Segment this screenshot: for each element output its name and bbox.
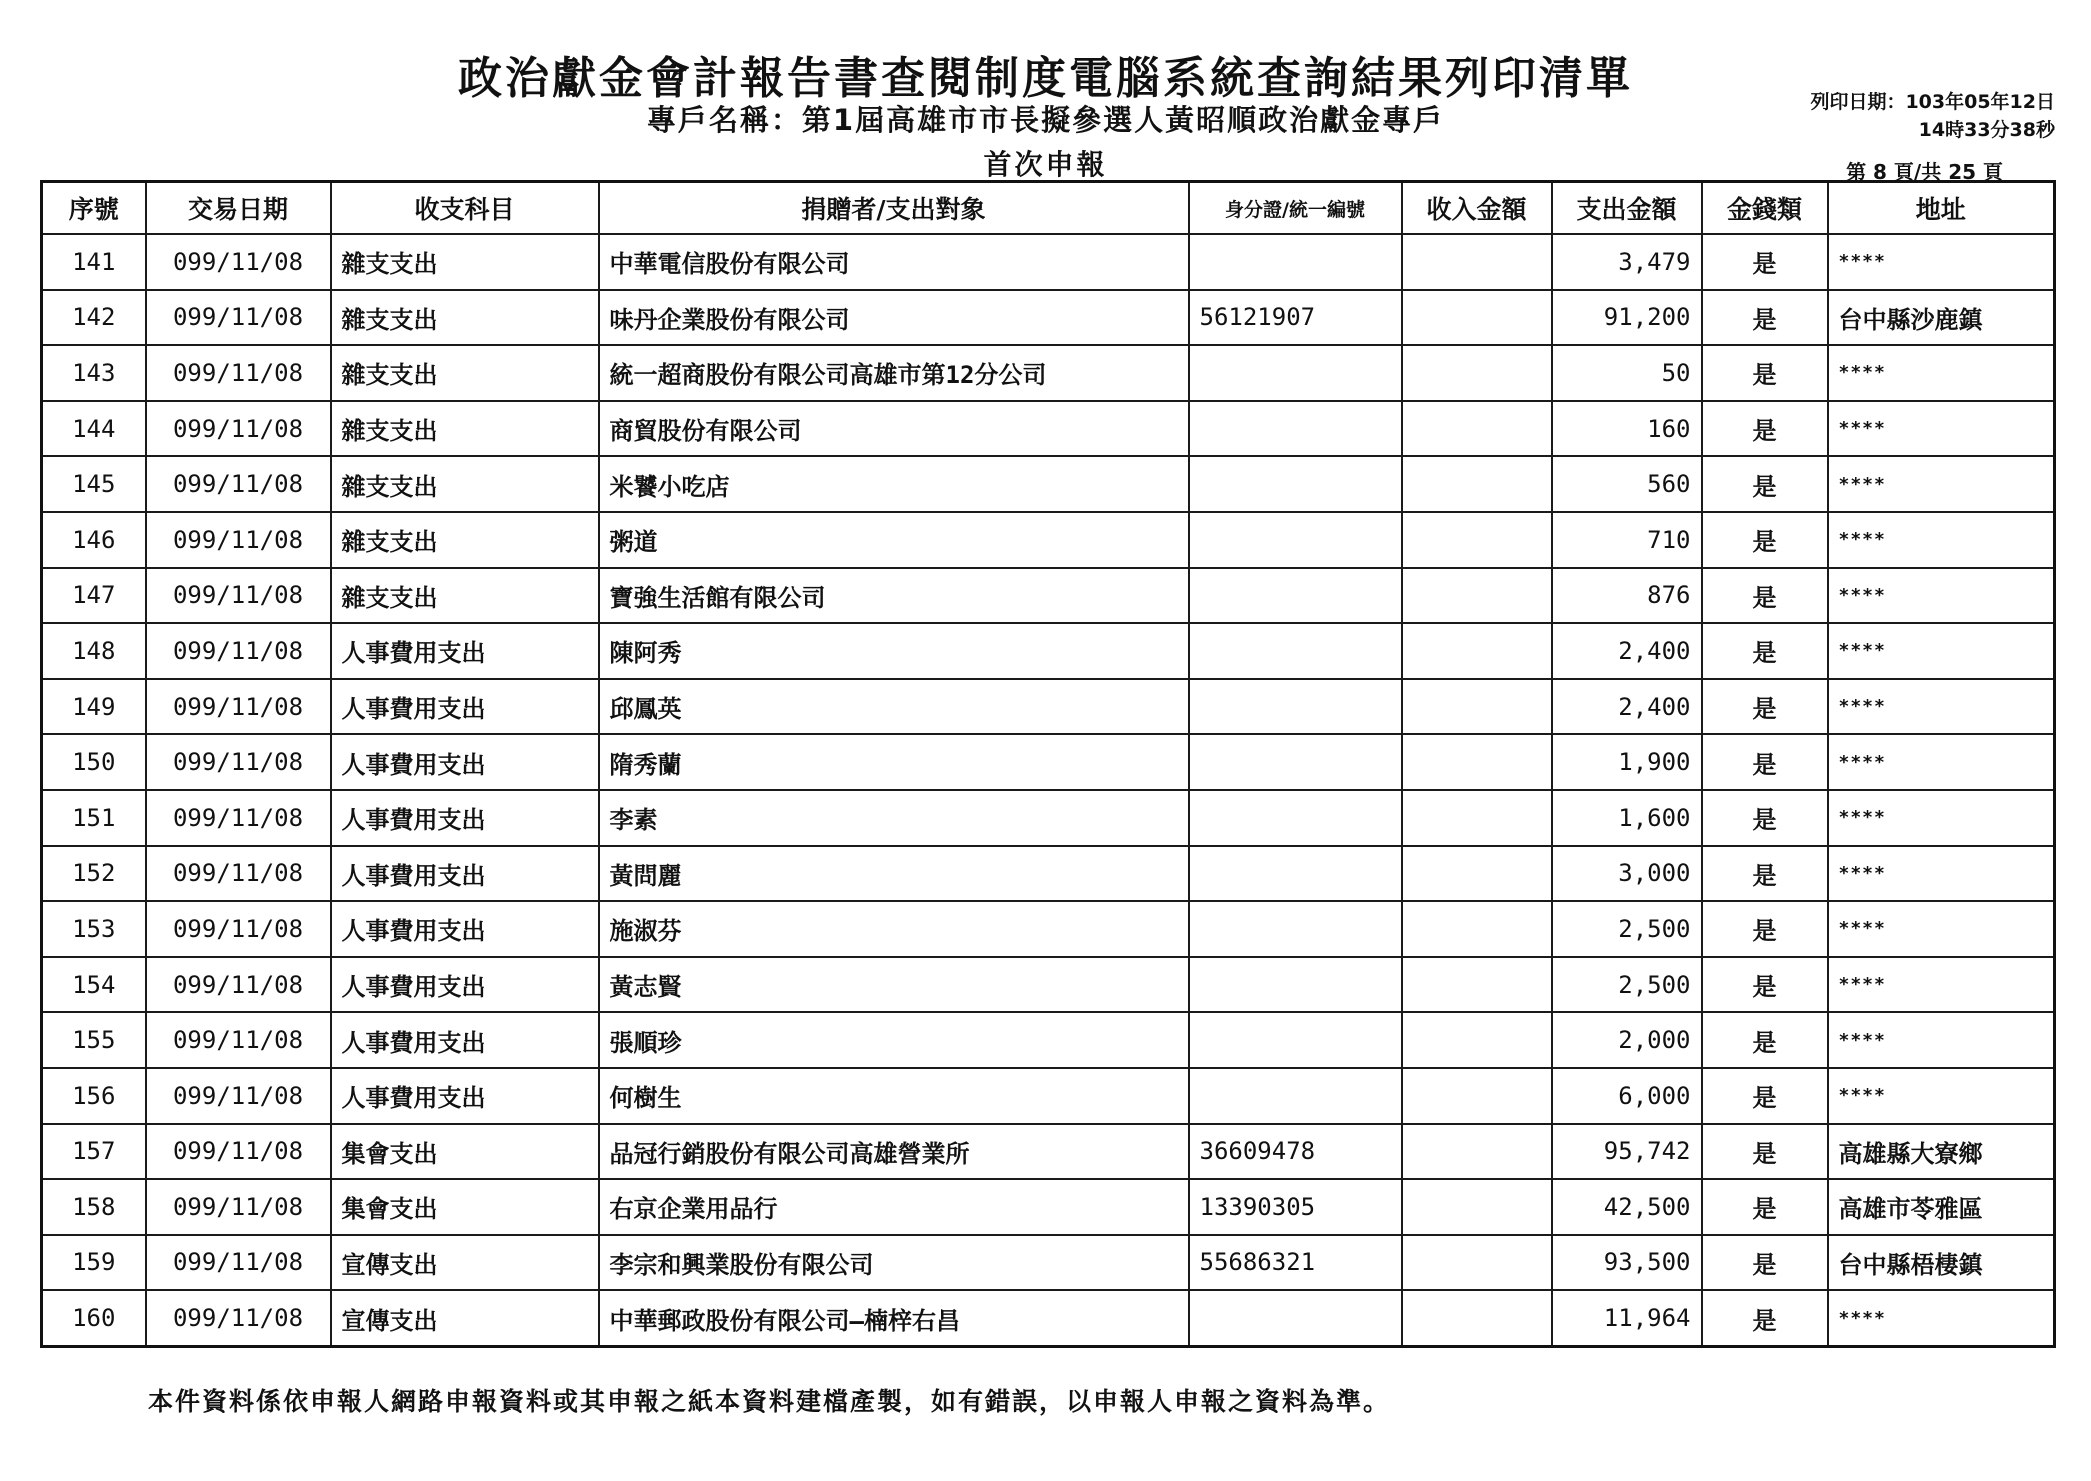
expense-cell: 2,400 xyxy=(1552,679,1702,735)
table-row xyxy=(42,512,2055,568)
id-cell xyxy=(1189,401,1402,457)
seq-cell: 141 xyxy=(42,234,146,290)
income-cell xyxy=(1402,734,1552,790)
seq-cell: 145 xyxy=(42,456,146,512)
col-header-category: 收支科目 xyxy=(331,182,599,235)
id-cell xyxy=(1189,568,1402,624)
monetary-flag-cell: 是 xyxy=(1702,345,1828,401)
address-cell: **** xyxy=(1828,401,2055,457)
payee-cell: 隋秀蘭 xyxy=(599,734,1189,790)
monetary-flag-cell: 是 xyxy=(1702,846,1828,902)
payee-cell: 味丹企業股份有限公司 xyxy=(599,290,1189,346)
expense-cell: 2,500 xyxy=(1552,957,1702,1013)
payee-cell: 黃志賢 xyxy=(599,957,1189,1013)
income-cell xyxy=(1402,234,1552,290)
monetary-flag-cell: 是 xyxy=(1702,512,1828,568)
address-cell: **** xyxy=(1828,1012,2055,1068)
payee-cell: 張順珍 xyxy=(599,1012,1189,1068)
expense-cell: 95,742 xyxy=(1552,1124,1702,1180)
category-cell: 人事費用支出 xyxy=(331,957,599,1013)
expense-cell: 1,900 xyxy=(1552,734,1702,790)
print-info xyxy=(1810,88,2055,144)
category-cell: 人事費用支出 xyxy=(331,679,599,735)
expense-cell: 3,479 xyxy=(1552,234,1702,290)
id-cell xyxy=(1189,679,1402,735)
category-cell: 雜支支出 xyxy=(331,290,599,346)
monetary-flag-cell: 是 xyxy=(1702,290,1828,346)
monetary-flag-cell: 是 xyxy=(1702,734,1828,790)
category-cell: 人事費用支出 xyxy=(331,1068,599,1124)
col-header-date: 交易日期 xyxy=(146,182,331,235)
seq-cell: 155 xyxy=(42,1012,146,1068)
payee-cell: 邱鳳英 xyxy=(599,679,1189,735)
income-cell xyxy=(1402,1290,1552,1346)
income-cell xyxy=(1402,679,1552,735)
col-header-monetary: 金錢類 xyxy=(1702,182,1828,235)
address-cell: **** xyxy=(1828,901,2055,957)
seq-cell: 146 xyxy=(42,512,146,568)
payee-cell: 陳阿秀 xyxy=(599,623,1189,679)
date-cell: 099/11/08 xyxy=(146,901,331,957)
date-cell: 099/11/08 xyxy=(146,1012,331,1068)
table-body xyxy=(42,234,2055,1346)
monetary-flag-cell: 是 xyxy=(1702,401,1828,457)
table-row xyxy=(42,623,2055,679)
payee-cell: 品冠行銷股份有限公司高雄營業所 xyxy=(599,1124,1189,1180)
address-cell: **** xyxy=(1828,790,2055,846)
print-date: 列印日期：103年05年12日 xyxy=(1810,91,2055,113)
income-cell xyxy=(1402,790,1552,846)
monetary-flag-cell: 是 xyxy=(1702,790,1828,846)
date-cell: 099/11/08 xyxy=(146,1124,331,1180)
address-cell: **** xyxy=(1828,679,2055,735)
col-header-income: 收入金額 xyxy=(1402,182,1552,235)
id-cell xyxy=(1189,623,1402,679)
date-cell: 099/11/08 xyxy=(146,623,331,679)
payee-cell: 何樹生 xyxy=(599,1068,1189,1124)
date-cell: 099/11/08 xyxy=(146,401,331,457)
expense-cell: 2,400 xyxy=(1552,623,1702,679)
seq-cell: 152 xyxy=(42,846,146,902)
income-cell xyxy=(1402,290,1552,346)
table-row xyxy=(42,1290,2055,1346)
table-row xyxy=(42,290,2055,346)
monetary-flag-cell: 是 xyxy=(1702,1179,1828,1235)
monetary-flag-cell: 是 xyxy=(1702,957,1828,1013)
address-cell: 台中縣沙鹿鎮 xyxy=(1828,290,2055,346)
address-cell: **** xyxy=(1828,568,2055,624)
monetary-flag-cell: 是 xyxy=(1702,901,1828,957)
table-row xyxy=(42,846,2055,902)
expense-cell: 2,500 xyxy=(1552,901,1702,957)
address-cell: 台中縣梧棲鎮 xyxy=(1828,1235,2055,1291)
date-cell: 099/11/08 xyxy=(146,790,331,846)
id-cell xyxy=(1189,1012,1402,1068)
expense-cell: 6,000 xyxy=(1552,1068,1702,1124)
category-cell: 雜支支出 xyxy=(331,234,599,290)
date-cell: 099/11/08 xyxy=(146,1068,331,1124)
date-cell: 099/11/08 xyxy=(146,957,331,1013)
monetary-flag-cell: 是 xyxy=(1702,1235,1828,1291)
table-row xyxy=(42,957,2055,1013)
report-title: 政治獻金會計報告書查閱制度電腦系統查詢結果列印清單 xyxy=(458,53,1633,104)
seq-cell: 154 xyxy=(42,957,146,1013)
date-cell: 099/11/08 xyxy=(146,1290,331,1346)
date-cell: 099/11/08 xyxy=(146,679,331,735)
date-cell: 099/11/08 xyxy=(146,290,331,346)
payee-cell: 李宗和興業股份有限公司 xyxy=(599,1235,1189,1291)
income-cell xyxy=(1402,623,1552,679)
table-row xyxy=(42,1124,2055,1180)
col-header-expense: 支出金額 xyxy=(1552,182,1702,235)
category-cell: 人事費用支出 xyxy=(331,623,599,679)
expense-cell: 11,964 xyxy=(1552,1290,1702,1346)
category-cell: 宣傳支出 xyxy=(331,1290,599,1346)
payee-cell: 粥道 xyxy=(599,512,1189,568)
category-cell: 雜支支出 xyxy=(331,401,599,457)
seq-cell: 160 xyxy=(42,1290,146,1346)
table-row xyxy=(42,734,2055,790)
address-cell: **** xyxy=(1828,1290,2055,1346)
report-type: 首次申報 xyxy=(983,148,1108,181)
date-cell: 099/11/08 xyxy=(146,234,331,290)
page-number: 第 8 頁/共 25 頁 xyxy=(1846,160,2003,184)
income-cell xyxy=(1402,1235,1552,1291)
id-cell xyxy=(1189,345,1402,401)
id-cell: 56121907 xyxy=(1189,290,1402,346)
category-cell: 宣傳支出 xyxy=(331,1235,599,1291)
table-row xyxy=(42,1235,2055,1291)
monetary-flag-cell: 是 xyxy=(1702,1290,1828,1346)
table-row xyxy=(42,234,2055,290)
id-cell xyxy=(1189,846,1402,902)
payee-cell: 施淑芬 xyxy=(599,901,1189,957)
income-cell xyxy=(1402,401,1552,457)
seq-cell: 142 xyxy=(42,290,146,346)
seq-cell: 149 xyxy=(42,679,146,735)
category-cell: 雜支支出 xyxy=(331,568,599,624)
table-row xyxy=(42,401,2055,457)
seq-cell: 144 xyxy=(42,401,146,457)
id-cell xyxy=(1189,957,1402,1013)
date-cell: 099/11/08 xyxy=(146,456,331,512)
seq-cell: 158 xyxy=(42,1179,146,1235)
address-cell: **** xyxy=(1828,734,2055,790)
id-cell xyxy=(1189,790,1402,846)
income-cell xyxy=(1402,512,1552,568)
address-cell: 高雄縣大寮鄉 xyxy=(1828,1124,2055,1180)
id-cell xyxy=(1189,901,1402,957)
payee-cell: 統一超商股份有限公司高雄市第12分公司 xyxy=(599,345,1189,401)
category-cell: 雜支支出 xyxy=(331,345,599,401)
id-cell xyxy=(1189,734,1402,790)
id-cell: 55686321 xyxy=(1189,1235,1402,1291)
date-cell: 099/11/08 xyxy=(146,568,331,624)
address-cell: **** xyxy=(1828,957,2055,1013)
seq-cell: 150 xyxy=(42,734,146,790)
table-row xyxy=(42,568,2055,624)
col-header-payee: 捐贈者/支出對象 xyxy=(599,182,1189,235)
monetary-flag-cell: 是 xyxy=(1702,1012,1828,1068)
table-row xyxy=(42,1068,2055,1124)
seq-cell: 153 xyxy=(42,901,146,957)
expense-cell: 2,000 xyxy=(1552,1012,1702,1068)
payee-cell: 黃問麗 xyxy=(599,846,1189,902)
address-cell: **** xyxy=(1828,456,2055,512)
income-cell xyxy=(1402,345,1552,401)
footer-note: 本件資料係依申報人網路申報資料或其申報之紙本資料建檔產製，如有錯誤，以申報人申報之資料為準。 xyxy=(148,1387,1391,1416)
id-cell: 13390305 xyxy=(1189,1179,1402,1235)
income-cell xyxy=(1402,1124,1552,1180)
address-cell: **** xyxy=(1828,345,2055,401)
seq-cell: 157 xyxy=(42,1124,146,1180)
date-cell: 099/11/08 xyxy=(146,512,331,568)
seq-cell: 143 xyxy=(42,345,146,401)
seq-cell: 156 xyxy=(42,1068,146,1124)
date-cell: 099/11/08 xyxy=(146,734,331,790)
expense-cell: 876 xyxy=(1552,568,1702,624)
address-cell: 高雄市苓雅區 xyxy=(1828,1179,2055,1235)
address-cell: **** xyxy=(1828,623,2055,679)
id-cell xyxy=(1189,1068,1402,1124)
table-row xyxy=(42,345,2055,401)
category-cell: 人事費用支出 xyxy=(331,901,599,957)
income-cell xyxy=(1402,1179,1552,1235)
income-cell xyxy=(1402,957,1552,1013)
monetary-flag-cell: 是 xyxy=(1702,234,1828,290)
seq-cell: 148 xyxy=(42,623,146,679)
category-cell: 雜支支出 xyxy=(331,456,599,512)
id-cell: 36609478 xyxy=(1189,1124,1402,1180)
payee-cell: 中華郵政股份有限公司—楠梓右昌 xyxy=(599,1290,1189,1346)
monetary-flag-cell: 是 xyxy=(1702,456,1828,512)
monetary-flag-cell: 是 xyxy=(1702,679,1828,735)
address-cell: **** xyxy=(1828,846,2055,902)
category-cell: 人事費用支出 xyxy=(331,734,599,790)
monetary-flag-cell: 是 xyxy=(1702,623,1828,679)
address-cell: **** xyxy=(1828,234,2055,290)
category-cell: 人事費用支出 xyxy=(331,1012,599,1068)
seq-cell: 147 xyxy=(42,568,146,624)
income-cell xyxy=(1402,1068,1552,1124)
payee-cell: 中華電信股份有限公司 xyxy=(599,234,1189,290)
seq-cell: 151 xyxy=(42,790,146,846)
category-cell: 雜支支出 xyxy=(331,512,599,568)
id-cell xyxy=(1189,1290,1402,1346)
table-row xyxy=(42,1012,2055,1068)
table-row xyxy=(42,790,2055,846)
expense-cell: 42,500 xyxy=(1552,1179,1702,1235)
payee-cell: 商貿股份有限公司 xyxy=(599,401,1189,457)
date-cell: 099/11/08 xyxy=(146,1179,331,1235)
address-cell: **** xyxy=(1828,1068,2055,1124)
income-cell xyxy=(1402,568,1552,624)
table-header-row xyxy=(42,182,2055,235)
expense-cell: 1,600 xyxy=(1552,790,1702,846)
table-row xyxy=(42,1179,2055,1235)
expense-cell: 160 xyxy=(1552,401,1702,457)
monetary-flag-cell: 是 xyxy=(1702,1068,1828,1124)
income-cell xyxy=(1402,1012,1552,1068)
expense-cell: 710 xyxy=(1552,512,1702,568)
category-cell: 集會支出 xyxy=(331,1179,599,1235)
id-cell xyxy=(1189,512,1402,568)
expense-cell: 91,200 xyxy=(1552,290,1702,346)
income-cell xyxy=(1402,456,1552,512)
seq-cell: 159 xyxy=(42,1235,146,1291)
col-header-seq: 序號 xyxy=(42,182,146,235)
table-row xyxy=(42,456,2055,512)
address-cell: **** xyxy=(1828,512,2055,568)
category-cell: 集會支出 xyxy=(331,1124,599,1180)
monetary-flag-cell: 是 xyxy=(1702,1124,1828,1180)
id-cell xyxy=(1189,234,1402,290)
date-cell: 099/11/08 xyxy=(146,1235,331,1291)
category-cell: 人事費用支出 xyxy=(331,790,599,846)
table-row xyxy=(42,679,2055,735)
monetary-flag-cell: 是 xyxy=(1702,568,1828,624)
date-cell: 099/11/08 xyxy=(146,846,331,902)
table-row xyxy=(42,901,2055,957)
id-cell xyxy=(1189,456,1402,512)
date-cell: 099/11/08 xyxy=(146,345,331,401)
col-header-id: 身分證/統一編號 xyxy=(1189,182,1402,235)
payee-cell: 米饕小吃店 xyxy=(599,456,1189,512)
col-header-address: 地址 xyxy=(1828,182,2055,235)
print-time: 14時33分38秒 xyxy=(1918,119,2055,141)
payee-cell: 右京企業用品行 xyxy=(599,1179,1189,1235)
expense-cell: 560 xyxy=(1552,456,1702,512)
income-cell xyxy=(1402,901,1552,957)
category-cell: 人事費用支出 xyxy=(331,846,599,902)
income-cell xyxy=(1402,846,1552,902)
account-name: 專戶名稱：第1屆高雄市市長擬參選人黃昭順政治獻金專戶 xyxy=(646,103,1445,137)
expense-cell: 3,000 xyxy=(1552,846,1702,902)
records-table xyxy=(40,180,2056,1348)
expense-cell: 50 xyxy=(1552,345,1702,401)
payee-cell: 寶強生活館有限公司 xyxy=(599,568,1189,624)
expense-cell: 93,500 xyxy=(1552,1235,1702,1291)
payee-cell: 李素 xyxy=(599,790,1189,846)
